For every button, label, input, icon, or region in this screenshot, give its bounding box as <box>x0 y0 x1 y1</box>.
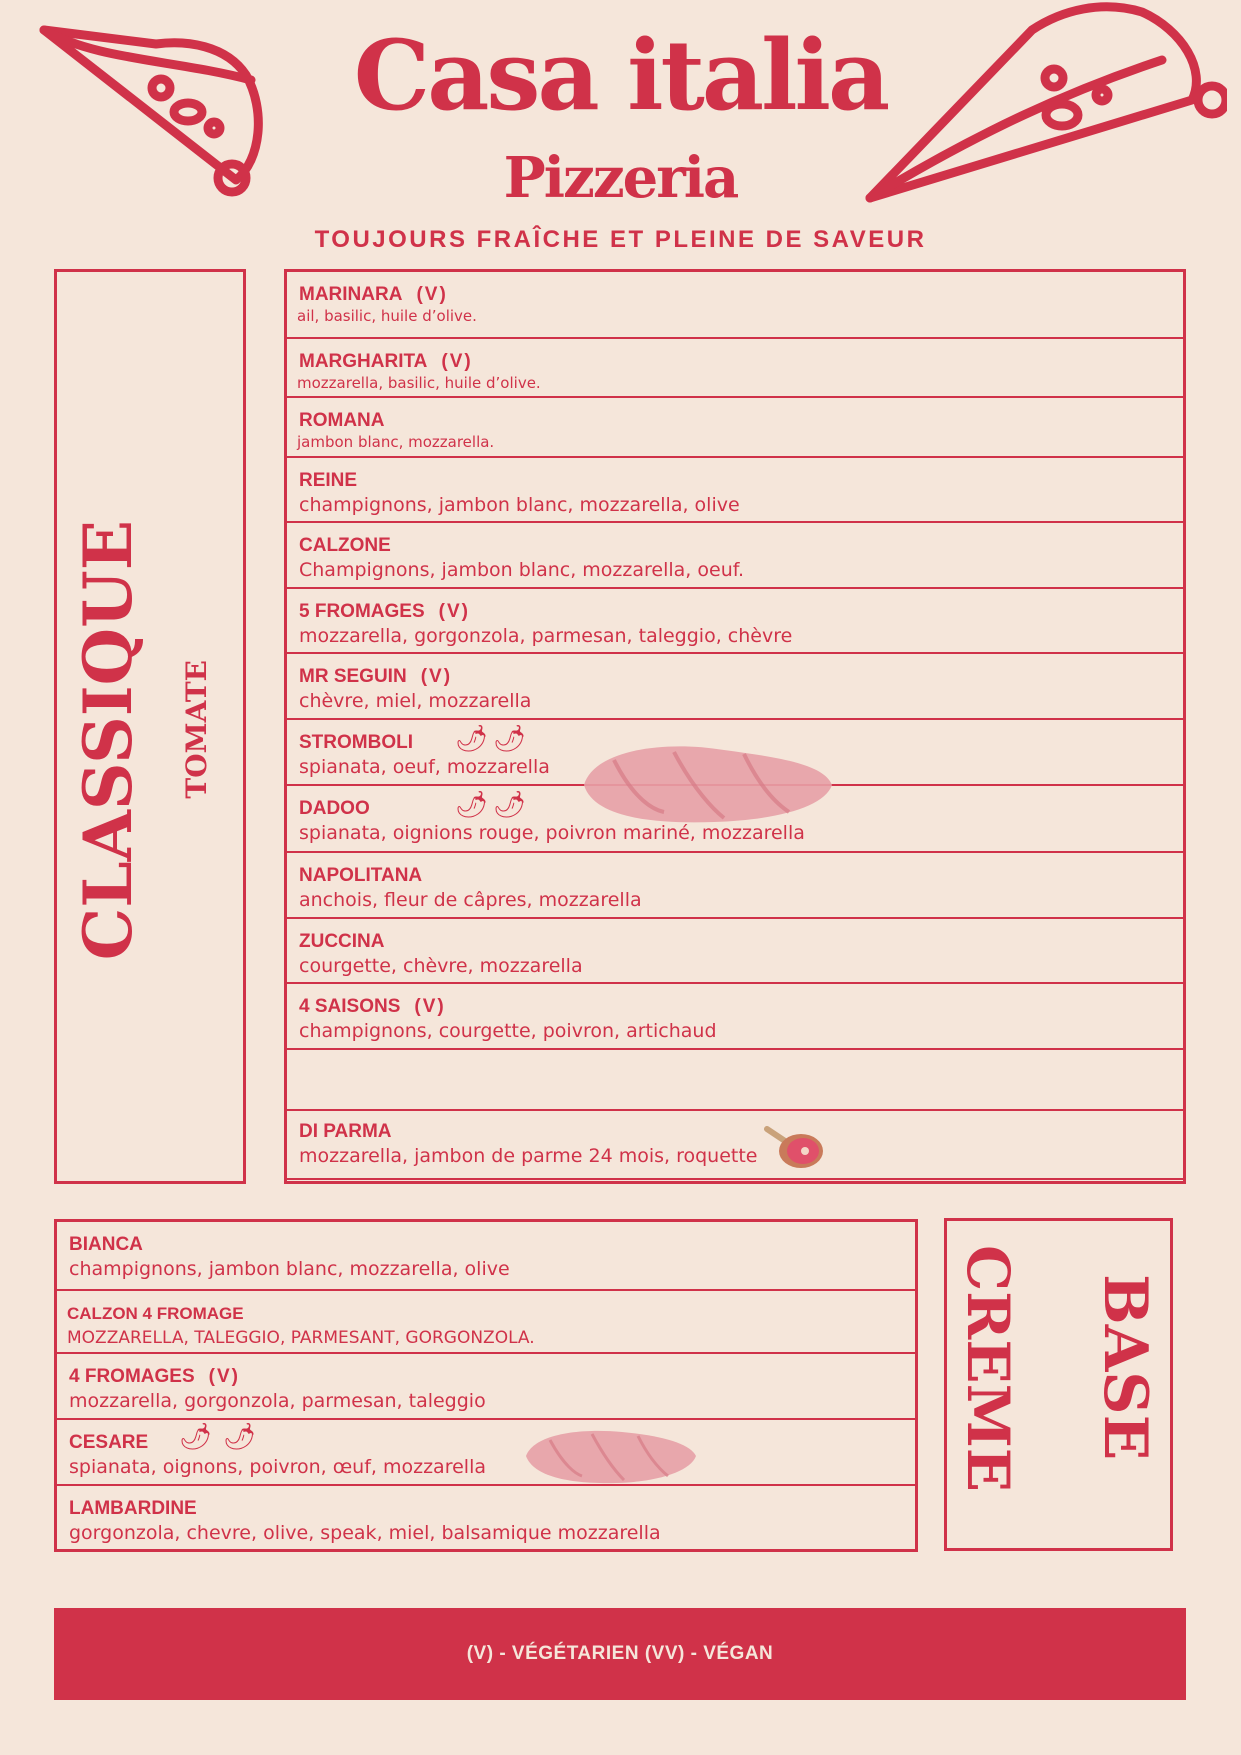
item-name: CALZON 4 FROMAGE <box>67 1304 244 1323</box>
item-desc: mozzarella, gorgonzola, parmesan, taleggio, chèvre <box>299 625 793 647</box>
tagline: TOUJOURS FRAÎCHE ET PLEINE DE SAVEUR <box>314 226 927 253</box>
chili-pepper-icon: 🌶 <box>455 790 489 820</box>
menu-item-calzon-4-fromage <box>57 1291 915 1354</box>
item-name: CALZONE <box>299 535 391 556</box>
veg-tag: (V) <box>416 284 448 305</box>
menu-item-margharita <box>287 339 1183 398</box>
item-desc: champignons, jambon blanc, mozzarella, olive <box>69 1258 510 1280</box>
item-desc: gorgonzola, chevre, olive, speak, miel, balsamique mozzarella <box>69 1522 661 1544</box>
item-name: MARINARA <box>299 284 403 305</box>
item-desc: champignons, jambon blanc, mozzarella, olive <box>299 494 740 516</box>
menu-item-4-saisons <box>287 984 1183 1050</box>
menu-list-creme <box>54 1219 918 1552</box>
item-desc: mozzarella, gorgonzola, parmesan, taleggio <box>69 1390 486 1412</box>
page-subtitle: Pizzeria <box>503 145 738 211</box>
item-desc: spianata, oeuf, mozzarella <box>299 756 550 778</box>
section-label-tomate: TOMATE <box>180 660 213 799</box>
section-label-box-creme <box>944 1218 1173 1551</box>
menu-item-romana <box>287 398 1183 458</box>
item-name: MARGHARITA <box>299 351 428 372</box>
menu-item-di-parma <box>287 1111 1183 1180</box>
menu-list-tomate <box>284 269 1186 1184</box>
item-name: LAMBARDINE <box>69 1498 197 1519</box>
menu-item-empty <box>287 1050 1183 1111</box>
chili-pepper-icon: 🌶 <box>455 724 489 754</box>
chili-pepper-icon: 🌶 <box>179 1422 213 1452</box>
menu-item-mr-seguin <box>287 654 1183 720</box>
item-name: 4 FROMAGES <box>69 1366 195 1387</box>
veg-tag: (V) <box>438 601 470 622</box>
item-desc: mozzarella, jambon de parme 24 mois, roquette <box>299 1145 758 1167</box>
section-label-classique: CLASSIQUE <box>69 520 147 961</box>
section-label-base: BASE <box>1090 1274 1160 1461</box>
item-name: 5 FROMAGES <box>299 601 425 622</box>
salami-icon <box>574 740 838 830</box>
veg-tag: (V) <box>420 666 453 687</box>
item-desc: chèvre, miel, mozzarella <box>299 690 532 712</box>
item-desc: spianata, oignions rouge, poivron mariné, mozzarella <box>299 822 805 844</box>
chili-pepper-icon: 🌶 <box>223 1422 257 1452</box>
menu-item-marinara <box>287 272 1183 339</box>
item-name: NAPOLITANA <box>299 865 423 886</box>
veg-tag: (V) <box>414 996 446 1017</box>
ham-leg-icon <box>763 1121 825 1171</box>
item-desc: MOZZARELLA, TALEGGIO, PARMESANT, GORGONZOLA. <box>67 1328 535 1348</box>
item-desc: Champignons, jambon blanc, mozzarella, oeuf. <box>299 559 745 581</box>
menu-item-cesare <box>57 1420 915 1486</box>
item-name: MR SEGUIN <box>299 666 407 687</box>
veg-tag: (V) <box>208 1366 240 1387</box>
page-title: Casa italia <box>353 19 888 132</box>
menu-item-lambardine <box>57 1486 915 1552</box>
menu-item-napolitana <box>287 853 1183 919</box>
menu-item-zuccina <box>287 919 1183 984</box>
item-desc: anchois, fleur de câpres, mozzarella <box>299 889 642 911</box>
item-desc: ail, basilic, huile d’olive. <box>297 307 477 325</box>
item-desc: champignons, courgette, poivron, artichaud <box>299 1020 717 1042</box>
menu-item-5-fromages <box>287 589 1183 654</box>
item-desc: jambon blanc, mozzarella. <box>297 433 495 451</box>
menu-item-bianca <box>57 1222 915 1291</box>
legend-banner: (V) - VÉGÉTARIEN (VV) - VÉGAN <box>54 1608 1186 1700</box>
item-name: BIANCA <box>69 1234 143 1255</box>
item-name: STROMBOLI <box>299 732 413 753</box>
menu-item-reine <box>287 458 1183 523</box>
item-name: DI PARMA <box>299 1121 392 1142</box>
item-name: ROMANA <box>299 410 385 431</box>
item-desc: spianata, oignons, poivron, œuf, mozzarella <box>69 1456 486 1478</box>
section-label-box-tomate <box>54 269 246 1184</box>
item-name: DADOO <box>299 798 370 819</box>
menu-item-calzone <box>287 523 1183 589</box>
item-name: CESARE <box>69 1432 149 1453</box>
item-name: REINE <box>299 470 358 491</box>
item-name: ZUCCINA <box>299 931 385 952</box>
item-desc: courgette, chèvre, mozzarella <box>299 955 583 977</box>
veg-tag: (V) <box>441 351 473 372</box>
section-label-creme: CREME <box>954 1245 1022 1492</box>
chili-pepper-icon: 🌶 <box>493 790 527 820</box>
item-name: 4 SAISONS <box>299 996 401 1017</box>
chili-pepper-icon: 🌶 <box>493 724 527 754</box>
menu-item-4-fromages <box>57 1354 915 1420</box>
item-desc: mozzarella, basilic, huile d’olive. <box>297 374 541 392</box>
